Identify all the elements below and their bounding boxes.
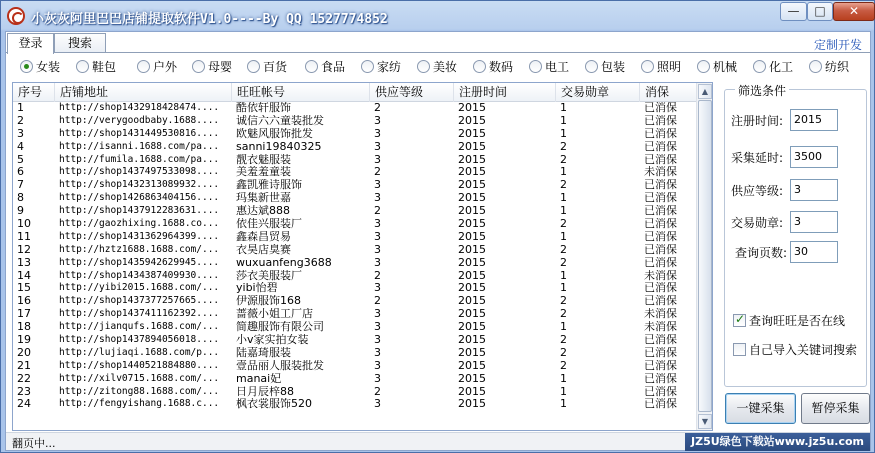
cell-supply-level: 2 <box>374 385 381 398</box>
cell-index: 20 <box>17 346 31 359</box>
cell-register-time: 2015 <box>458 192 486 205</box>
radio-icon <box>137 60 150 73</box>
maximize-icon: □ <box>814 4 826 18</box>
cell-wangwang: 简趣服饰有限公司 <box>236 321 324 334</box>
collect-delay-input[interactable]: 3500 <box>790 146 838 168</box>
cell-index: 14 <box>17 269 31 282</box>
cell-consumer-protection: 未消保 <box>644 321 677 334</box>
filter-label-query-pages: 查询页数: <box>735 246 788 260</box>
cell-register-time: 2015 <box>458 140 486 153</box>
status-bar <box>6 432 870 450</box>
cell-trade-medal: 1 <box>560 205 567 218</box>
tab-search[interactable]: 搜索 <box>54 33 106 53</box>
category-label: 电工 <box>545 60 570 74</box>
table-row[interactable] <box>13 334 697 347</box>
table-row[interactable] <box>13 282 697 295</box>
cell-shop-url: http://fumila.1688.com/pa... <box>59 153 220 165</box>
cell-shop-url: http://shop1431449530816.... <box>59 127 220 139</box>
cell-consumer-protection: 已消保 <box>644 372 677 385</box>
cell-trade-medal: 1 <box>560 385 567 398</box>
cell-register-time: 2015 <box>458 398 486 411</box>
category-radio-huagong[interactable] <box>753 59 793 77</box>
cell-wangwang: 壹品丽人服装批发 <box>236 359 324 372</box>
cell-shop-url: http://shop1437894056018.... <box>59 334 220 346</box>
category-radio-fangzhi[interactable] <box>809 59 849 77</box>
table-row[interactable] <box>13 321 697 334</box>
cell-shop-url: http://isanni.1688.com/pa... <box>59 140 220 152</box>
cell-register-time: 2015 <box>458 282 486 295</box>
cell-index: 19 <box>17 334 31 347</box>
cell-register-time: 2015 <box>458 243 486 256</box>
cell-supply-level: 3 <box>374 140 381 153</box>
cell-index: 4 <box>17 140 24 153</box>
cell-wangwang: 惠达斌888 <box>236 205 290 218</box>
radio-icon <box>809 60 822 73</box>
cell-index: 6 <box>17 166 24 179</box>
col-header-register-time[interactable]: 注册时间 <box>454 83 556 102</box>
cell-consumer-protection: 已消保 <box>644 114 677 127</box>
cell-supply-level: 2 <box>374 205 381 218</box>
filter-label-supply-level: 供应等级: <box>731 184 784 198</box>
category-label: 数码 <box>489 60 514 74</box>
cell-trade-medal: 2 <box>560 179 567 192</box>
table-row[interactable] <box>13 192 697 205</box>
cell-wangwang: wuxuanfeng3688 <box>236 256 332 269</box>
cell-supply-level: 3 <box>374 192 381 205</box>
cell-consumer-protection: 已消保 <box>644 218 677 231</box>
table-row[interactable] <box>13 141 697 154</box>
filter-label-trade-medal: 交易勋章: <box>731 216 784 230</box>
cell-register-time: 2015 <box>458 334 486 347</box>
supply-level-input[interactable]: 3 <box>790 179 838 201</box>
cell-wangwang: 靓衣魅服装 <box>236 153 291 166</box>
cell-wangwang: 小v家实拍女装 <box>236 334 309 347</box>
cell-trade-medal: 2 <box>560 334 567 347</box>
cell-index: 17 <box>17 308 31 321</box>
cell-supply-level: 2 <box>374 269 381 282</box>
cell-trade-medal: 1 <box>560 127 567 140</box>
col-header-shop-url[interactable]: 店铺地址 <box>55 83 232 102</box>
cell-supply-level: 2 <box>374 102 381 114</box>
cell-register-time: 2015 <box>458 218 486 231</box>
cell-register-time: 2015 <box>458 256 486 269</box>
category-label: 食品 <box>321 60 346 74</box>
category-radio-xiebao[interactable] <box>76 59 116 77</box>
category-radio-meizhuang[interactable] <box>417 59 457 77</box>
category-radio-nvzhuang[interactable] <box>20 59 60 77</box>
shop-table[interactable] <box>12 82 713 431</box>
cell-wangwang: 莎衣美服装厂 <box>236 269 302 282</box>
cell-trade-medal: 2 <box>560 140 567 153</box>
cell-index: 3 <box>17 127 24 140</box>
cell-shop-url: http://gaozhixing.1688.co... <box>59 218 220 230</box>
category-radio-huwai[interactable] <box>137 59 177 77</box>
cell-shop-url: http://hztz1688.1688.com/... <box>59 243 220 255</box>
checkbox-checked-icon <box>733 314 746 327</box>
table-row[interactable] <box>13 166 697 179</box>
query-pages-input[interactable]: 30 <box>790 241 838 263</box>
table-row[interactable] <box>13 257 697 270</box>
cell-wangwang: 蔷薇小姐工厂店 <box>236 308 313 321</box>
cell-register-time: 2015 <box>458 308 486 321</box>
category-radio-zhaoming[interactable] <box>641 59 681 77</box>
cell-index: 13 <box>17 256 31 269</box>
client-area <box>5 31 871 451</box>
tab-divider <box>6 52 870 53</box>
cell-shop-url: http://lujiaqi.1688.com/p... <box>59 346 220 358</box>
one-click-collect-button[interactable]: 一键采集 <box>725 393 796 424</box>
cell-supply-level: 3 <box>374 398 381 411</box>
category-label: 女装 <box>36 60 61 74</box>
category-radio-jiafang[interactable] <box>361 59 401 77</box>
site-watermark: JZ5U绿色下载站www.jz5u.com <box>685 433 870 451</box>
import-keywords-checkbox[interactable] <box>733 341 857 358</box>
cell-wangwang: 陆嘉琦服装 <box>236 346 291 359</box>
table-row[interactable] <box>13 270 697 283</box>
cell-index: 18 <box>17 321 31 334</box>
pause-collect-button[interactable]: 暂停采集 <box>801 393 870 424</box>
cell-wangwang: 鑫凯雅诗服饰 <box>236 179 302 192</box>
cell-index: 12 <box>17 243 31 256</box>
cell-supply-level: 3 <box>374 114 381 127</box>
radio-icon <box>76 60 89 73</box>
cell-supply-level: 2 <box>374 295 381 308</box>
cell-trade-medal: 1 <box>560 102 567 114</box>
cell-register-time: 2015 <box>458 321 486 334</box>
cell-consumer-protection: 已消保 <box>644 179 677 192</box>
cell-register-time: 2015 <box>458 179 486 192</box>
table-row[interactable] <box>13 244 697 257</box>
category-radio-muying[interactable] <box>192 59 232 77</box>
radio-icon <box>697 60 710 73</box>
cell-register-time: 2015 <box>458 166 486 179</box>
col-header-trade-medal[interactable]: 交易勋章 <box>556 83 640 102</box>
cell-register-time: 2015 <box>458 230 486 243</box>
radio-selected-icon <box>20 60 33 73</box>
cell-register-time: 2015 <box>458 385 486 398</box>
cell-index: 16 <box>17 295 31 308</box>
cell-consumer-protection: 未消保 <box>644 269 677 282</box>
cell-consumer-protection: 已消保 <box>644 359 677 372</box>
cell-shop-url: http://shop1435942629945.... <box>59 256 220 268</box>
category-label: 家纺 <box>377 60 402 74</box>
col-header-consumer-protection[interactable]: 消保 <box>645 85 670 99</box>
check-online-label: 查询旺旺是否在线 <box>749 314 846 328</box>
cell-trade-medal: 1 <box>560 321 567 334</box>
col-header-supply-level[interactable]: 供应等级 <box>370 83 454 102</box>
cell-shop-url: http://shop1437497533098.... <box>59 166 220 178</box>
table-row[interactable] <box>13 102 697 115</box>
col-header-wangwang[interactable]: 旺旺帐号 <box>232 83 370 102</box>
cell-wangwang: 酷依轩服饰 <box>236 102 291 114</box>
cell-index: 5 <box>17 153 24 166</box>
cell-register-time: 2015 <box>458 359 486 372</box>
radio-icon <box>417 60 430 73</box>
cell-trade-medal: 1 <box>560 114 567 127</box>
radio-icon <box>473 60 486 73</box>
cell-shop-url: http://shop1437377257665.... <box>59 295 220 307</box>
cell-trade-medal: 2 <box>560 308 567 321</box>
cell-supply-level: 3 <box>374 127 381 140</box>
cell-consumer-protection: 已消保 <box>644 140 677 153</box>
cell-supply-level: 3 <box>374 218 381 231</box>
cell-trade-medal: 2 <box>560 346 567 359</box>
cell-consumer-protection: 已消保 <box>644 243 677 256</box>
table-row[interactable] <box>13 218 697 231</box>
cell-trade-medal: 2 <box>560 218 567 231</box>
radio-icon <box>361 60 374 73</box>
cell-wangwang: 日月辰梓88 <box>236 385 294 398</box>
cell-index: 23 <box>17 385 31 398</box>
cell-shop-url: http://shop1432918428474.... <box>59 102 220 113</box>
cell-supply-level: 3 <box>374 346 381 359</box>
trade-medal-input[interactable]: 3 <box>790 211 838 233</box>
table-row[interactable] <box>13 398 697 411</box>
cell-shop-url: http://verygoodbaby.1688.... <box>59 114 220 126</box>
cell-index: 10 <box>17 218 31 231</box>
cell-wangwang: 欧魅风服饰批发 <box>236 127 313 140</box>
table-header <box>13 83 697 102</box>
cell-shop-url: http://jianqufs.1688.com/... <box>59 321 220 333</box>
table-row[interactable] <box>13 360 697 373</box>
table-row[interactable] <box>13 347 697 360</box>
table-body <box>13 102 697 411</box>
cell-wangwang: 美羞羞童装 <box>236 166 291 179</box>
cell-trade-medal: 1 <box>560 282 567 295</box>
table-row[interactable] <box>13 154 697 167</box>
scroll-down-icon[interactable]: ▼ <box>698 414 712 429</box>
category-label: 机械 <box>713 60 738 74</box>
radio-icon <box>192 60 205 73</box>
cell-index: 8 <box>17 192 24 205</box>
filter-groupbox <box>724 84 867 387</box>
vertical-scrollbar[interactable] <box>696 83 712 430</box>
cell-index: 11 <box>17 230 31 243</box>
category-radio-shuma[interactable] <box>473 59 513 77</box>
category-label: 鞋包 <box>92 60 117 74</box>
title-bar[interactable] <box>1 1 874 31</box>
cell-shop-url: http://zitong88.1688.com/... <box>59 385 220 397</box>
radio-icon <box>305 60 318 73</box>
cell-wangwang: 诚信六六童装批发 <box>236 114 324 127</box>
app-logo-icon <box>7 7 25 25</box>
cell-shop-url: http://xilv0715.1688.com/... <box>59 372 220 384</box>
cell-register-time: 2015 <box>458 205 486 218</box>
radio-icon <box>753 60 766 73</box>
cell-consumer-protection: 已消保 <box>644 127 677 140</box>
maximize-button[interactable] <box>807 2 833 21</box>
radio-icon <box>641 60 654 73</box>
table-row[interactable] <box>13 308 697 321</box>
cell-consumer-protection: 已消保 <box>644 205 677 218</box>
cell-shop-url: http://shop1440521884880.... <box>59 359 220 371</box>
cell-consumer-protection: 未消保 <box>644 308 677 321</box>
cell-register-time: 2015 <box>458 153 486 166</box>
cell-trade-medal: 1 <box>560 269 567 282</box>
filter-label-collect-delay: 采集延时: <box>731 151 784 165</box>
filter-label-register-time: 注册时间: <box>731 114 784 128</box>
cell-wangwang: manai妃 <box>236 372 282 385</box>
cell-index: 9 <box>17 205 24 218</box>
category-label: 包装 <box>601 60 626 74</box>
cell-supply-level: 3 <box>374 243 381 256</box>
cell-consumer-protection: 已消保 <box>644 256 677 269</box>
category-radio-baozhuang[interactable] <box>585 59 625 77</box>
radio-icon <box>247 60 260 73</box>
cell-shop-url: http://shop1437411162392.... <box>59 308 220 320</box>
cell-wangwang: 依佳兴服装厂 <box>236 218 302 231</box>
cell-consumer-protection: 已消保 <box>644 346 677 359</box>
import-keywords-label: 自己导入关键词搜索 <box>749 343 858 357</box>
cell-consumer-protection: 未消保 <box>644 166 677 179</box>
cell-consumer-protection: 已消保 <box>644 102 677 114</box>
custom-dev-link[interactable]: 定制开发 <box>813 38 862 52</box>
cell-register-time: 2015 <box>458 269 486 282</box>
cell-supply-level: 3 <box>374 359 381 372</box>
cell-register-time: 2015 <box>458 114 486 127</box>
cell-consumer-protection: 已消保 <box>644 295 677 308</box>
table-row[interactable] <box>13 231 697 244</box>
cell-supply-level: 2 <box>374 166 381 179</box>
table-row[interactable] <box>13 128 697 141</box>
check-online-checkbox[interactable] <box>733 312 845 329</box>
category-label: 美妆 <box>433 60 458 74</box>
cell-trade-medal: 2 <box>560 243 567 256</box>
category-label: 照明 <box>657 60 682 74</box>
category-label: 百货 <box>263 60 288 74</box>
cell-consumer-protection: 已消保 <box>644 334 677 347</box>
scroll-thumb[interactable] <box>698 100 712 412</box>
window-title: 小灰灰阿里巴巴店铺提取软件V1.0----By QQ 1527774852 <box>31 12 388 27</box>
filter-legend: 筛选条件 <box>735 82 789 99</box>
cell-supply-level: 3 <box>374 321 381 334</box>
cell-index: 2 <box>17 114 24 127</box>
category-radio-jixie[interactable] <box>697 59 737 77</box>
tab-login[interactable]: 登录 <box>7 33 54 54</box>
cell-supply-level: 3 <box>374 179 381 192</box>
cell-wangwang: 枫衣裳服饰520 <box>236 398 312 411</box>
category-label: 母婴 <box>208 60 233 74</box>
cell-index: 15 <box>17 282 31 295</box>
cell-trade-medal: 2 <box>560 295 567 308</box>
table-row[interactable] <box>13 205 697 218</box>
close-icon: ✕ <box>848 4 860 18</box>
category-radio-diangong[interactable] <box>529 59 569 77</box>
scroll-up-icon[interactable]: ▲ <box>698 84 712 99</box>
category-radio-baihuo[interactable] <box>247 59 287 77</box>
col-header-index[interactable]: 序号 <box>13 83 55 102</box>
cell-trade-medal: 1 <box>560 372 567 385</box>
cell-shop-url: http://shop1434387409930.... <box>59 269 220 281</box>
cell-supply-level: 3 <box>374 308 381 321</box>
cell-consumer-protection: 已消保 <box>644 398 677 411</box>
cell-index: 24 <box>17 398 31 411</box>
cell-shop-url: http://shop1432313089932.... <box>59 179 220 191</box>
minimize-button[interactable] <box>780 2 807 21</box>
checkbox-icon <box>733 343 746 356</box>
cell-consumer-protection: 已消保 <box>644 385 677 398</box>
cell-wangwang: 伊源服饰168 <box>236 295 301 308</box>
cell-index: 21 <box>17 359 31 372</box>
category-label: 化工 <box>769 60 794 74</box>
category-label: 纺织 <box>825 60 850 74</box>
status-text: 翻页中... <box>12 437 56 450</box>
cell-trade-medal: 1 <box>560 398 567 411</box>
cell-consumer-protection: 已消保 <box>644 153 677 166</box>
cell-index: 7 <box>17 179 24 192</box>
cell-shop-url: http://shop1426863404156.... <box>59 192 220 204</box>
cell-trade-medal: 2 <box>560 153 567 166</box>
cell-wangwang: yibi怡碧 <box>236 282 278 295</box>
cell-consumer-protection: 已消保 <box>644 192 677 205</box>
cell-supply-level: 3 <box>374 372 381 385</box>
category-label: 户外 <box>153 60 178 74</box>
table-row[interactable] <box>13 295 697 308</box>
table-row[interactable] <box>13 179 697 192</box>
cell-wangwang: 玛集新世嘉 <box>236 192 291 205</box>
cell-wangwang: 鑫森昌贸易 <box>236 230 291 243</box>
cell-register-time: 2015 <box>458 372 486 385</box>
close-button[interactable] <box>833 2 875 21</box>
cell-wangwang: sanni19840325 <box>236 140 322 153</box>
cell-register-time: 2015 <box>458 295 486 308</box>
radio-icon <box>585 60 598 73</box>
cell-shop-url: http://yibi2015.1688.com/... <box>59 282 220 294</box>
cell-index: 22 <box>17 372 31 385</box>
cell-supply-level: 3 <box>374 230 381 243</box>
cell-register-time: 2015 <box>458 127 486 140</box>
cell-wangwang: 衣昊店臭赛 <box>236 243 291 256</box>
cell-supply-level: 3 <box>374 334 381 347</box>
cell-trade-medal: 1 <box>560 230 567 243</box>
cell-trade-medal: 1 <box>560 192 567 205</box>
cell-trade-medal: 1 <box>560 166 567 179</box>
cell-consumer-protection: 已消保 <box>644 282 677 295</box>
cell-shop-url: http://shop1437912283631.... <box>59 205 220 217</box>
cell-index: 1 <box>17 102 24 114</box>
cell-trade-medal: 2 <box>560 256 567 269</box>
cell-supply-level: 3 <box>374 282 381 295</box>
table-row[interactable] <box>13 373 697 386</box>
minimize-icon: — <box>787 4 800 18</box>
cell-trade-medal: 2 <box>560 359 567 372</box>
table-row[interactable] <box>13 115 697 128</box>
cell-shop-url: http://fengyishang.1688.c... <box>59 398 220 410</box>
cell-supply-level: 3 <box>374 256 381 269</box>
cell-shop-url: http://shop1431362964399.... <box>59 230 220 242</box>
table-row[interactable] <box>13 386 697 399</box>
cell-consumer-protection: 已消保 <box>644 230 677 243</box>
register-time-input[interactable]: 2015 <box>790 109 838 131</box>
cell-register-time: 2015 <box>458 102 486 114</box>
category-radio-shipin[interactable] <box>305 59 345 77</box>
cell-register-time: 2015 <box>458 346 486 359</box>
radio-icon <box>529 60 542 73</box>
cell-supply-level: 3 <box>374 153 381 166</box>
